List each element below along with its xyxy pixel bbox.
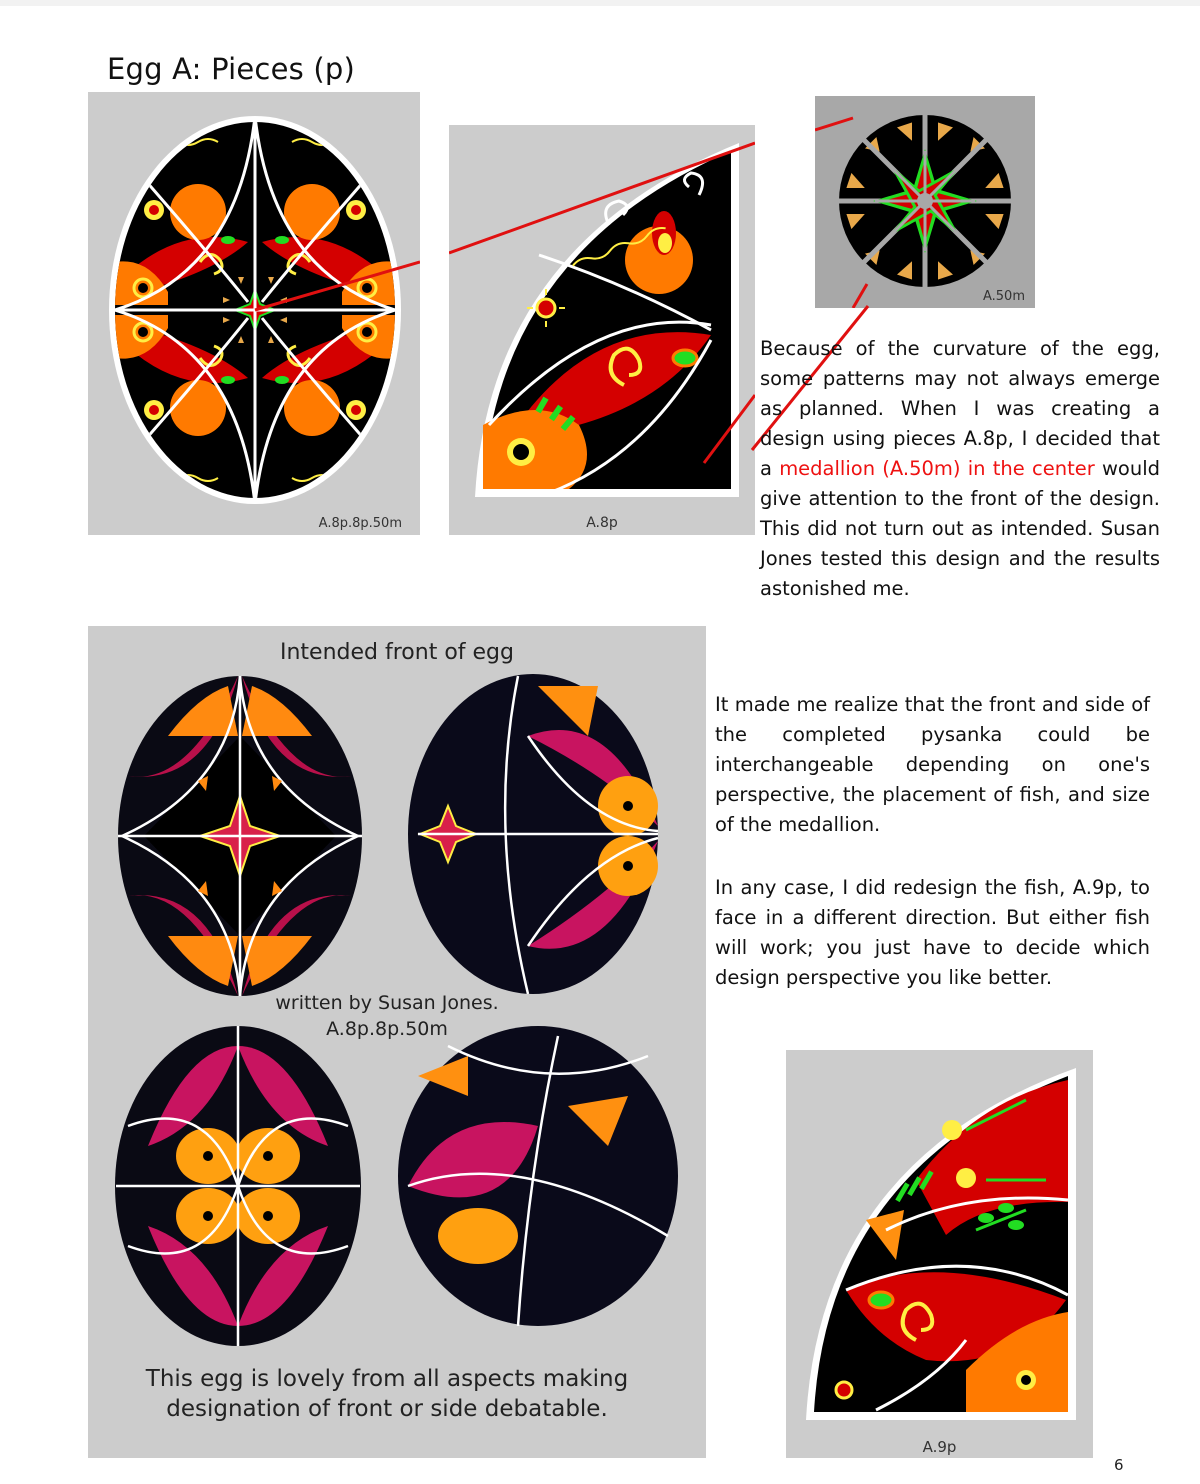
egg-photo-bottom-left bbox=[115, 1026, 361, 1346]
page-number: 6 bbox=[1114, 1456, 1124, 1474]
photos-footer-line2: designation of front or side debatable. bbox=[166, 1396, 608, 1422]
page-top-edge bbox=[0, 0, 1200, 6]
page-title: Egg A: Pieces (p) bbox=[107, 52, 355, 86]
fish-redesign-figure bbox=[786, 1050, 1093, 1458]
egg-photo-side bbox=[408, 674, 658, 994]
fish-redesign-caption: A.9p bbox=[922, 1438, 957, 1456]
medallion-illustration bbox=[815, 96, 1035, 308]
paragraph-perspective: It made me realize that the front and side of the completed pysanka could be interchangeable depending on one's perspective, the placement of fish, and size of the medallion. bbox=[715, 693, 1150, 836]
photos-header: Intended front of egg bbox=[280, 640, 514, 665]
egg-pattern-illustration bbox=[88, 92, 420, 535]
medallion-figure bbox=[815, 96, 1035, 308]
fish-redesign-illustration bbox=[786, 1050, 1093, 1458]
egg-design-caption: A.8p.8p.50m bbox=[318, 516, 402, 531]
piece-caption: A.8p bbox=[586, 515, 618, 531]
egg-design-figure bbox=[88, 92, 420, 535]
medallion-highlight: medallion (A.50m) in the center bbox=[779, 457, 1095, 480]
egg-photo-bottom-right bbox=[398, 1026, 678, 1326]
paragraph-1-text: Because of the curvature of the egg, some patterns may not always emerge as planned. When I was creating a design using pieces A.8p, I decided that a bbox=[760, 337, 1160, 480]
paragraph-curvature bbox=[760, 334, 1160, 604]
photos-footer-line1: This egg is lovely from all aspects making bbox=[145, 1366, 629, 1392]
egg-photos bbox=[88, 626, 706, 1458]
photos-code: A.8p.8p.50m bbox=[326, 1018, 448, 1040]
photos-credit: written by Susan Jones. bbox=[275, 992, 499, 1014]
paragraph-redesign: In any case, I did redesign the fish, A.9p, to face in a different direction. But either fish will work; you just have to decide which design perspective you like better. bbox=[715, 876, 1150, 989]
paragraph-1-text-end: would give attention to the front of the design. This did not turn out as intended. Susan Jones tested this design and the results astonished me. bbox=[760, 457, 1161, 600]
egg-photos-figure bbox=[88, 626, 706, 1458]
medallion-caption: A.50m bbox=[982, 289, 1025, 304]
egg-photo-front bbox=[118, 676, 362, 996]
